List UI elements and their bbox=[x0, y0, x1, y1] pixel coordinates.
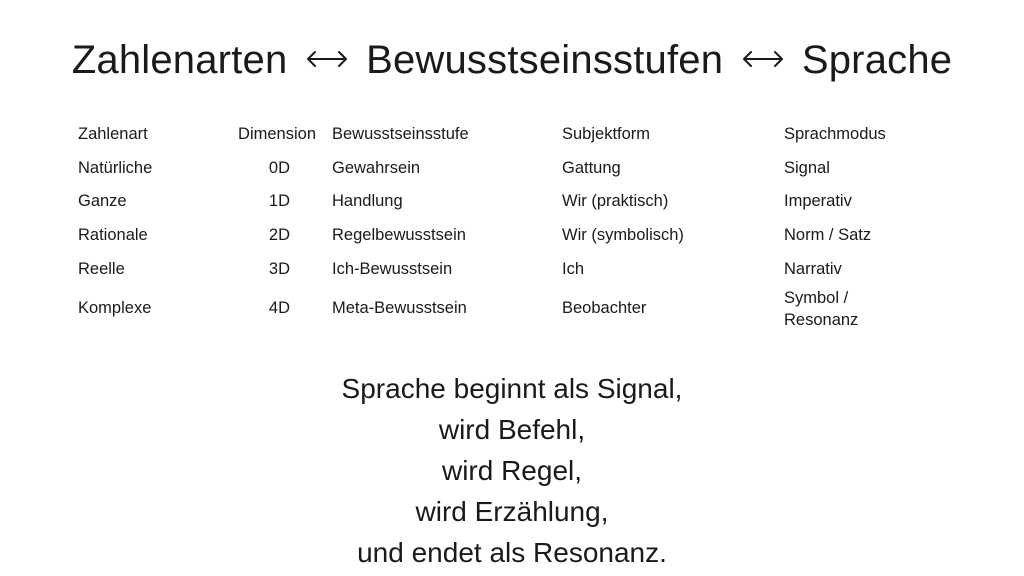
closing-line: und endet als Resonanz. bbox=[357, 537, 667, 568]
column-header-subjektform: Subjektform bbox=[562, 125, 651, 144]
title-bewusstseinsstufen: Bewusstseinsstufen bbox=[366, 38, 724, 82]
cell-subjektform: Ich bbox=[562, 259, 585, 278]
cell-subjektform: Gattung bbox=[562, 158, 621, 177]
column-header-zahlenart: Zahlenart bbox=[78, 125, 148, 144]
cell-dimension: 2D bbox=[268, 226, 290, 245]
title-zahlenarten: Zahlenarten bbox=[71, 38, 288, 82]
closing-statement bbox=[0, 368, 1024, 573]
cell-zahlenart: Natürliche bbox=[78, 158, 153, 177]
cell-sprachmodus: Imperativ bbox=[784, 192, 852, 211]
table-row bbox=[70, 219, 932, 253]
closing-line: wird Befehl, bbox=[438, 414, 586, 445]
cell-dimension: 0D bbox=[268, 158, 290, 177]
cell-sprachmodus: Signal bbox=[784, 158, 830, 177]
cell-bewusstseinsstufe: Handlung bbox=[332, 192, 403, 211]
cell-dimension: 1D bbox=[268, 192, 290, 211]
mapping-table bbox=[70, 118, 932, 332]
closing-line: Sprache beginnt als Signal, bbox=[341, 373, 683, 404]
table-header-row bbox=[70, 118, 932, 152]
left-right-arrow-icon bbox=[305, 48, 349, 70]
cell-subjektform: Wir (symbolisch) bbox=[562, 226, 684, 245]
column-header-sprachmodus: Sprachmodus bbox=[784, 125, 886, 144]
cell-zahlenart: Komplexe bbox=[78, 299, 152, 318]
cell-sprachmodus: Norm / Satz bbox=[784, 226, 872, 245]
slide-title bbox=[0, 34, 1024, 86]
cell-sprachmodus: Narrativ bbox=[784, 259, 842, 278]
cell-bewusstseinsstufe: Regelbewusstsein bbox=[332, 226, 466, 245]
closing-line: wird Regel, bbox=[441, 455, 583, 486]
table-row bbox=[70, 252, 932, 286]
closing-line: wird Erzählung, bbox=[415, 496, 609, 527]
cell-bewusstseinsstufe: Gewahrsein bbox=[332, 158, 421, 177]
cell-bewusstseinsstufe: Meta-Bewusstsein bbox=[332, 299, 467, 318]
column-header-bewusstseinsstufe: Bewusstseinsstufe bbox=[332, 125, 469, 144]
cell-dimension: 4D bbox=[268, 299, 290, 318]
cell-zahlenart: Reelle bbox=[78, 259, 125, 278]
cell-subjektform: Wir (praktisch) bbox=[562, 192, 669, 211]
cell-zahlenart: Ganze bbox=[78, 192, 127, 211]
cell-dimension: 3D bbox=[268, 259, 290, 278]
table-row bbox=[70, 185, 932, 219]
table-row bbox=[70, 152, 932, 186]
cell-subjektform: Beobachter bbox=[562, 299, 647, 318]
title-sprache: Sprache bbox=[801, 38, 953, 82]
table-row bbox=[70, 286, 932, 332]
cell-bewusstseinsstufe: Ich-Bewusstsein bbox=[332, 259, 453, 278]
cell-zahlenart: Rationale bbox=[78, 226, 148, 245]
column-header-dimension: Dimension bbox=[238, 125, 316, 144]
left-right-arrow-icon bbox=[741, 48, 785, 70]
cell-sprachmodus: Symbol / Resonanz bbox=[784, 288, 859, 329]
